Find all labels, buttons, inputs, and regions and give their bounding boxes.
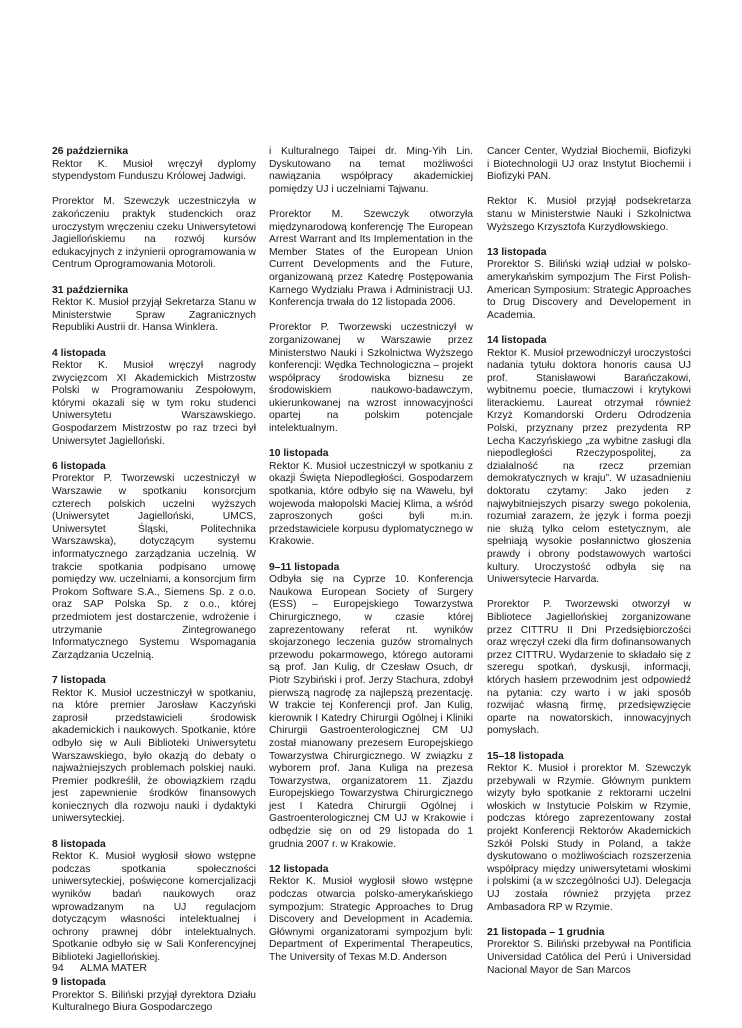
entry-date: 9–11 listopada	[269, 561, 340, 573]
entry-text: Prorektor S. Biliński wziął udział w polsko-amerykańskim sympozjum The First Polish-American Symposium: Strategic Approaches to Drug Discovery and Developement in Academia.	[487, 259, 691, 321]
entry-date: 26 października	[52, 146, 129, 157]
entry-text: Rektor K. Musioł i prorektor M. Szewczyk przebywali w Rzymie. Głównym punktem wizyty było spotkanie z rektorami uczelni włoskich w Instytucie Polskim w Rzymie, podczas którego zaprezentowany został projekt Konferencji Rektorów Akademickich Szkół Polski Study in Poland, a także dyskutowano o możliwościach rozszerzenia współpracy między uniwersytetami włoskimi i polskimi (a w szczególności UJ). Delegacja UJ została również przyjęta przez Ambasadora RP w Rzymie.	[487, 763, 691, 913]
entry-text: Rektor K. Musioł przyjął podsekretarza stanu w Ministerstwie Nauki i Szkolnictwa Wyższego Krzysztofa Kurzydłowskiego.	[487, 196, 691, 233]
page-footer	[52, 962, 147, 974]
entry-date: 6 listopada	[52, 460, 106, 472]
entry-text: Prorektor M. Szewczyk otworzyła międzynarodową konferencję The European Arrest Warrant and Its Implementation in the Member States of the European Union Current Developments and the Future, organizowaną przez Katedrę Postępowania Karnego Wydziału Prawa i Administracji UJ. Konferencja trwała do 12 listopada 2006.	[269, 208, 473, 309]
chronicle-entry	[487, 146, 691, 184]
entry-text: Rektor K. Musioł przewodniczył uroczystości nadania tytułu doktora honoris causa UJ prof. Stanisławowi Barańczakowi, wybitnemu poecie, tłumaczowi i krytykowi literackiemu. Laureat otrzymał również Krzyż Komandorski Orderu Odrodzenia Polski, przyznany przez prezydenta RP Lecha Kaczyńskiego „za wybitne zasługi dla niepodległości Rzeczypospolitej, za działalność na rzecz przemian demokratycznych w kraju”. W uzasadnieniu doktoratu czytamy: Jako jeden z najwybitniejszych pisarzy swego pokolenia, rozumiał zarazem, że język i forma poezji nie służą tylko celom estetycznym, ale spełniają wysokie posłannictwo głoszenia prawdy i obrony podstawowych wartości kultury. Uroczystość odbyła się na Uniwersytecie Harvarda.	[487, 347, 691, 586]
entry-text: Rektor K. Musioł uczestniczył w spotkaniu z okazji Święta Niepodległości. Gospodarzem spotkania, które odbyło się na Wawelu, był wojewoda małopolski Maciej Klima, a wśród zaproszonych gości byli m.in. przedstawiciele korpusu dyplomatycznego w Krakowie.	[269, 460, 473, 548]
chronicle-entry	[52, 348, 256, 449]
entry-text: Cancer Center, Wydział Biochemii, Biofizyki i Biotechnologii UJ oraz Instytut Biochemii i Biofizyki PAN.	[487, 146, 691, 183]
column-2	[269, 146, 473, 977]
publication-title: ALMA MATER	[80, 962, 147, 974]
entry-date: 7 listopada	[52, 674, 106, 686]
chronicle-entry	[52, 461, 256, 663]
entry-date: 9 listopada	[52, 977, 106, 989]
chronicle-entry	[487, 335, 691, 587]
chronicle-entry	[52, 196, 256, 272]
chronicle-entry	[52, 977, 256, 1015]
chronicle-entry	[269, 448, 473, 549]
entry-text: Prorektor S. Biliński przebywał na Pontificia Universidad Católica del Perú i Universidad Nacional Mayor de San Marcos	[487, 939, 691, 976]
chronicle-entry	[52, 285, 256, 335]
entry-text: Rektor K. Musioł wygłosił słowo wstępne podczas spotkania społeczności uniwersyteckiej, poświęcone komercjalizacji wyników badań naukowych oraz wprowadzanym na UJ regulacjom dotyczącym własności intelektualnej i ochrony prawnej dóbr intelektualnych. Spotkanie odbyło się w Sali Konferencyjnej Biblioteki Jagiellońskiej.	[52, 851, 256, 963]
chronicle-entry	[269, 322, 473, 435]
entry-date: 8 listopada	[52, 838, 106, 850]
chronicle-entry	[269, 209, 473, 310]
entry-date: 12 listopada	[269, 863, 329, 875]
chronicle-entry	[487, 599, 691, 738]
chronicle-entry	[269, 562, 473, 852]
entry-text: Prorektor S. Biliński przyjął dyrektora Działu Kulturalnego Biura Gospodarczego	[52, 989, 256, 1014]
chronicle-entry	[487, 247, 691, 323]
chronicle-entry	[52, 675, 256, 826]
chronicle-entry	[269, 146, 473, 196]
entry-text: Prorektor P. Tworzewski uczestniczył w zorganizowanej w Warszawie przez Ministerstwo Nauki i Szkolnictwa Wyższego konferencji: Wędka Technologiczna – projekt współpracy środowiska biznesu ze środowiskiem naukowo-badawczym, ukierunkowanej na wzrost innowacyjności opartej na polskim potencjale intelektualnym.	[269, 322, 473, 435]
chronicle-entry	[52, 839, 256, 965]
column-1	[52, 146, 256, 1028]
entry-date: 31 października	[52, 284, 129, 296]
entry-date: 10 listopada	[269, 448, 329, 460]
chronicle-entry	[52, 146, 256, 184]
entry-text: Rektor K. Musioł uczestniczył w spotkaniu, na które premier Jarosław Kaczyński zaprosił przedstawicieli środowisk akademickich i naukowych. Spotkanie, które odbyło się w Auli Biblioteki Uniwersytetu Warszawskiego, było okazją do debaty o najważniejszych problemach polskiej nauki. Premier podkreślił, że obowiązkiem rządu jest zapewnienie środków finansowych koniecznych dla rozwoju nauki i dydaktyki uniwersyteckiej.	[52, 687, 256, 825]
entry-text: Prorektor P. Tworzewski uczestniczył w Warszawie w spotkaniu konsorcjum czterech polskich uczelni wyższych (Uniwersytet Jagielloński, UMCS, Uniwersytet Śląski, Politechnika Warszawska), dotyczącym systemu informatycznego zarządzania uczelnią. W trakcie spotkania podpisano umowę pomiędzy ww. uczelniami, a konsorcjum firm Prokom Software S.A., Siemens Sp. z o.o. oraz SAP Polska Sp. z o.o., której przedmiotem jest dostarczenie, wdrożenie i utrzymanie Zintegrowanego Informatycznego Systemu Wspomagania Zarządzania Uczelnią.	[52, 473, 256, 661]
column-3	[487, 146, 691, 990]
entry-text: Rektor K. Musioł wręczył dyplomy stypendystom Funduszu Królowej Jadwigi.	[52, 158, 256, 183]
entry-text: Odbyła się na Cyprze 10. Konferencja Naukowa European Society of Surgery (ESS) – Europejskiego Towarzystwa Chirurgicznego, w czasie której zaprezentowany referat nt. wyników skojarzonego leczenia guzów stromalnych przewodu pokarmowego, którego autorami są prof. Jan Kulig, dr Czesław Osuch, dr Piotr Szybiński i prof. Jerzy Stachura, zdobył pierwszą nagrodę za najlepszą prezentację. W trakcie tej Konferencji prof. Jan Kulig, kierownik I Katedry Chirurgii Ogólnej i Kliniki Chirurgii Gastroenterologicznej CM UJ został mianowany prezesem Europejskiego Towarzystwa Chirurgicznego. W związku z wyborem prof. Jana Kuliga na prezesa Towarzystwa, organizatorem 11. Zjazdu Europejskiego Towarzystwa Chirurgicznego jest I Katedra Chirurgii Ogólnej i Gastroenterologicznej CM UJ w Krakowie i odbędzie się on od 29 listopada do 1 grudnia 2007 r. w Krakowie.	[269, 574, 473, 850]
chronicle-entry	[487, 927, 691, 977]
chronicle-entry	[487, 751, 691, 915]
page-number: 94	[52, 962, 64, 974]
entry-text: Rektor K. Musioł wygłosił słowo wstępne podczas otwarcia polsko-amerykańskiego sympozjum: Strategic Approaches to Drug Discovery and Development in Academia. Głównymi organizatorami sympozjum byli: Department of Experimental Therapeutics, The University of Texas M.D. Anderson	[269, 876, 473, 963]
entry-date: 4 listopada	[52, 347, 106, 359]
entry-text: i Kulturalnego Taipei dr. Ming-Yih Lin. Dyskutowano na temat możliwości nawiązania współpracy akademickiej pomiędzy UJ i uczelniami Tajwanu.	[269, 146, 473, 195]
entry-text: Prorektor M. Szewczyk uczestniczyła w zakończeniu praktyk studenckich oraz uroczystym wręczeniu czeku Uniwersytetowi Jagiellońskiemu na rozwój kursów edukacyjnych z inżynierii oprogramowania w Centrum Oprogramowania Motoroli.	[52, 196, 256, 271]
entry-date: 21 listopada – 1 grudnia	[487, 926, 605, 938]
entry-date: 14 listopada	[487, 334, 547, 346]
entry-text: Prorektor P. Tworzewski otworzył w Bibliotece Jagiellońskiej zorganizowane przez CITTRU II Dni Przedsiębiorczości oraz wręczył czeki dla firm dofinansowanych przez CITTRU. Wydarzenie to składało się z szeregu spotkań, dyskusji, informacji, których hasłem przewodnim jest odpowiedź na pytania: czy warto i w jaki sposób rozwijać własną firmę, przedsięwzięcie oparte na nowatorskich, innowacyjnych pomysłach.	[487, 599, 691, 737]
chronicle-entry	[487, 196, 691, 234]
entry-text: Rektor K. Musioł przyjął Sekretarza Stanu w Ministerstwie Spraw Zagranicznych Republiki Austrii dr. Hansa Winklera.	[52, 297, 256, 334]
chronicle-entry	[269, 864, 473, 965]
entry-date: 13 listopada	[487, 246, 547, 258]
entry-text: Rektor K. Musioł wręczył nagrody zwycięzcom XI Akademickich Mistrzostw Polski w Programowaniu Zespołowym, którymi okazali się w tym roku studenci Uniwersytetu Warszawskiego. Gospodarzem Mistrzostw po raz trzeci był Uniwersytet Jagielloński.	[52, 360, 256, 447]
entry-date: 15–18 listopada	[487, 750, 564, 762]
